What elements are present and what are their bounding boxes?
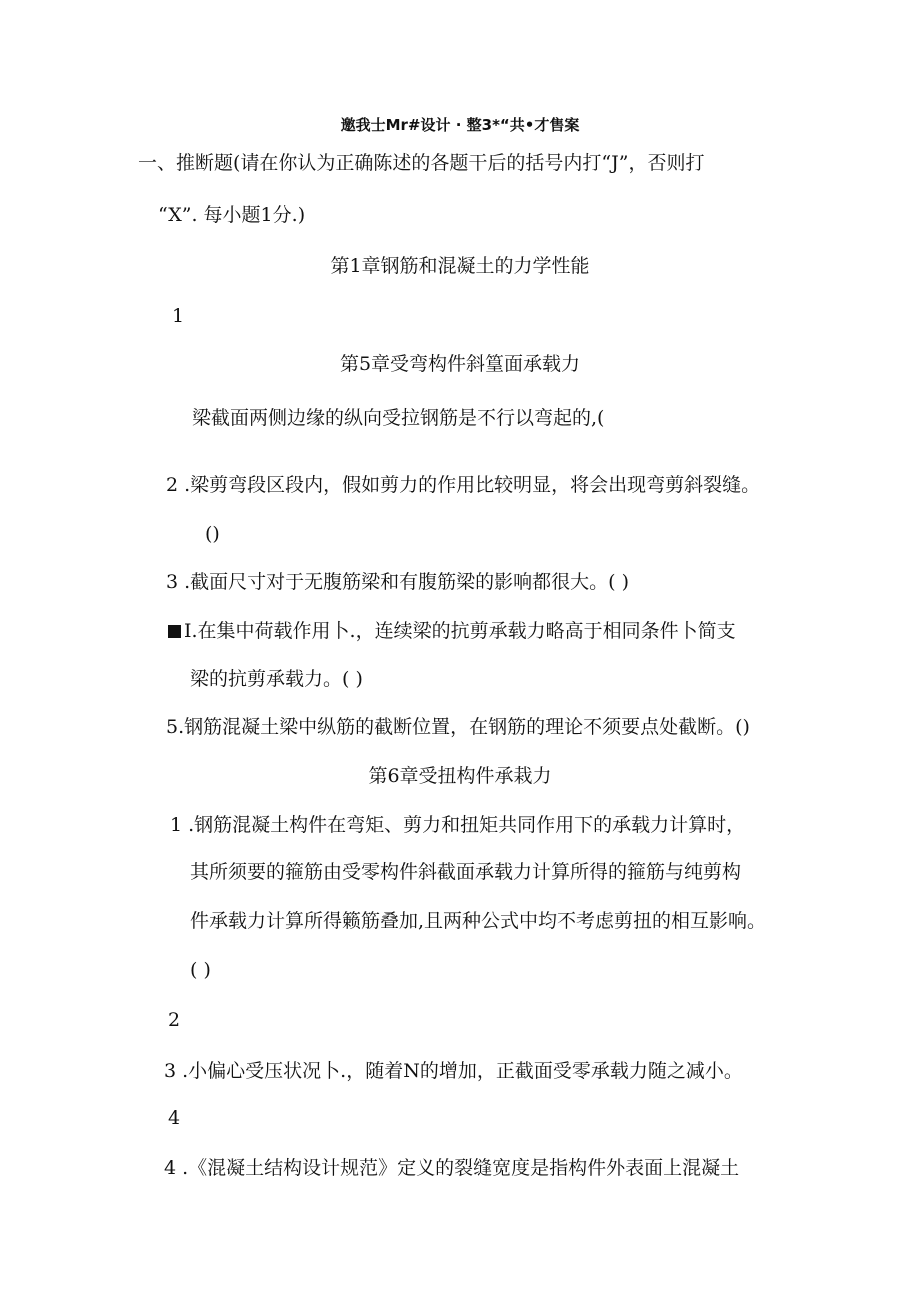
question-5-4-text: I.在集中荷载作用卜.，连续梁的抗剪承载力略高于相同条件卜简支 bbox=[184, 620, 736, 642]
question-5-3: 3 .截面尺寸对于无腹筋梁和有腹筋梁的影响都很大。( ) bbox=[166, 571, 630, 593]
question-6-1-line-3: 件承载力计算所得籁筋叠加,且两种公式中均不考虑剪扭的相互影响。 bbox=[190, 910, 767, 932]
chapter-5-heading: 第5章受弯构件斜篁面承载力 bbox=[339, 353, 581, 375]
question-5-2-answer-paren: () bbox=[205, 523, 220, 545]
question-6-4: 4 .《混凝土结构设计规范》定义的裂缝宽度是指构件外表面上混凝土 bbox=[164, 1157, 740, 1179]
question-5-5: 5.钢筋混凝土梁中纵筋的截断位置，在钢筋的理论不须要点处截断。() bbox=[166, 716, 750, 738]
question-5-4-line-2: 梁的抗剪承载力。( ) bbox=[190, 668, 363, 690]
question-6-1-line-1: 1 .钢筋混凝土构件在弯矩、剪力和扭矩共同作用下的承载力计算时， bbox=[170, 814, 746, 836]
question-6-3: 3 .小偏心受压状况卜.，随着N的增加，正截面受零承载力随之减小。 bbox=[164, 1060, 743, 1082]
instructions-line-1: 一、推断题(请在你认为正确陈述的各题干后的括号内打“J”，否则打 bbox=[138, 152, 705, 174]
chapter-6-heading: 第6章受扭构件承栽力 bbox=[368, 765, 552, 787]
item-number-2: 2 bbox=[168, 1009, 181, 1031]
question-6-1-answer-paren: ( ) bbox=[190, 959, 211, 981]
question-6-1-line-2: 其所须要的箍筋由受零构件斜截面承载力计算所得的箍筋与纯剪构 bbox=[190, 861, 742, 883]
instructions-line-2: “X”. 每小题1分.) bbox=[158, 204, 306, 226]
item-number-1: 1 bbox=[172, 305, 185, 327]
chapter-1-heading: 第1章钢筋和混凝土的力学性能 bbox=[330, 255, 590, 277]
item-number-4: 4 bbox=[168, 1107, 181, 1129]
document-title: 邀我士Mr#设计 · 整3*“共•才售案 bbox=[340, 116, 580, 134]
question-5-4-line-1 bbox=[168, 619, 736, 643]
question-5-1: 梁截面两侧边缘的纵向受拉钢筋是不行以弯起的,( bbox=[192, 407, 605, 429]
black-square-icon bbox=[168, 625, 181, 638]
question-5-2: 2 .梁剪弯段区段内，假如剪力的作用比较明显，将会出现弯剪斜裂缝。 bbox=[166, 474, 761, 496]
